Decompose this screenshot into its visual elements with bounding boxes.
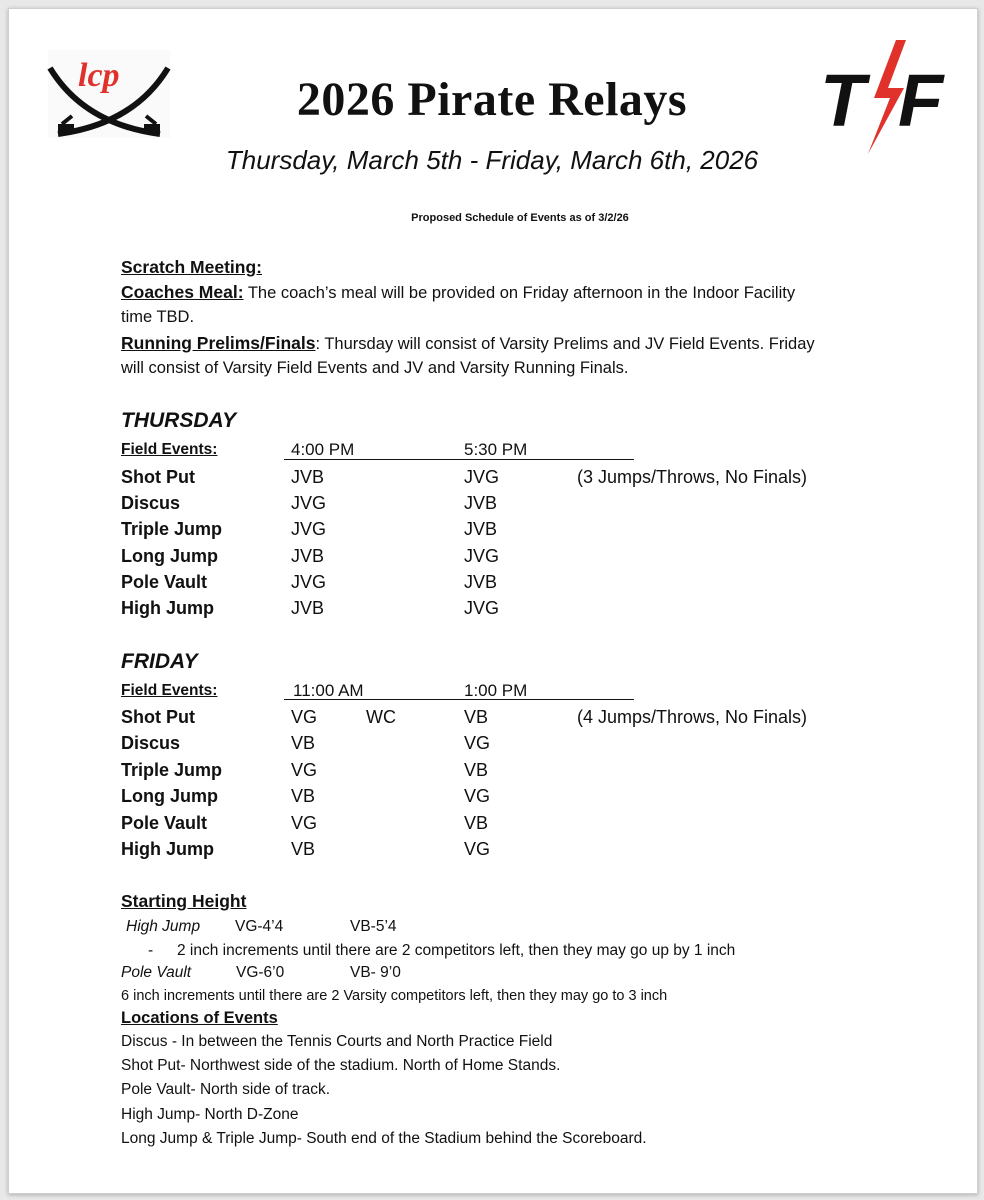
thursday-slot-1: JVB bbox=[291, 598, 325, 618]
running-prelims-text: : Thursday will consist of Varsity Prelims and JV Field Events. Friday bbox=[315, 335, 815, 353]
running-prelims-label: Running Prelims/Finals bbox=[121, 333, 316, 353]
friday-event-name: Triple Jump bbox=[121, 759, 223, 780]
scratch-meeting-label: Scratch Meeting: bbox=[121, 257, 262, 277]
friday-field-events-label: Field Events: bbox=[121, 682, 218, 699]
friday-note: (4 Jumps/Throws, No Finals) bbox=[577, 707, 808, 727]
friday-slot-1: VB bbox=[291, 786, 316, 807]
friday-slot-2: VG bbox=[464, 733, 491, 754]
thursday-slot-1: JVG bbox=[291, 571, 327, 592]
thursday-event-name: Long Jump bbox=[121, 545, 218, 566]
thursday-heading: THURSDAY bbox=[121, 409, 237, 432]
friday-slot-1: VB bbox=[291, 733, 316, 754]
thursday-slot-1: JVB bbox=[291, 467, 325, 487]
tf-logo-f: F bbox=[898, 59, 944, 142]
location-item: Pole Vault- North side of track. bbox=[121, 1081, 331, 1099]
friday-slot-2: VG bbox=[464, 786, 491, 807]
starting-height-label: Starting Height bbox=[121, 891, 247, 911]
location-item: Shot Put- Northwest side of the stadium. North of Home Stands. bbox=[121, 1057, 561, 1075]
friday-header-rule bbox=[284, 699, 634, 700]
sh-high-jump-note: 2 inch increments until there are 2 competitors left, then they may go up by 1 inch bbox=[177, 942, 736, 959]
sh-high-jump-vg: VG-4’4 bbox=[235, 918, 284, 935]
tf-logo-t: T bbox=[820, 59, 866, 142]
friday-slot-1: VG bbox=[291, 812, 318, 833]
thursday-note: (3 Jumps/Throws, No Finals) bbox=[577, 467, 808, 487]
thursday-event-name: Discus bbox=[121, 493, 181, 514]
thursday-slot-1: JVG bbox=[291, 493, 327, 514]
friday-slot-2: VB bbox=[464, 707, 489, 727]
friday-time-1: 11:00 AM bbox=[293, 681, 364, 700]
coaches-meal-text-2: time TBD. bbox=[121, 308, 195, 326]
friday-event-name: High Jump bbox=[121, 839, 214, 859]
event-dates: Thursday, March 5th - Friday, March 6th, 2026 bbox=[225, 145, 759, 175]
sh-high-jump-bullet: - bbox=[148, 942, 154, 959]
friday-event-name: Shot Put bbox=[121, 707, 195, 727]
friday-event-name: Discus bbox=[121, 733, 181, 754]
thursday-field-events-label: Field Events: bbox=[121, 441, 218, 458]
friday-slot-1: VB bbox=[291, 839, 316, 859]
thursday-event-name: High Jump bbox=[121, 598, 214, 618]
coaches-meal-line bbox=[121, 282, 795, 303]
thursday-slot-2: JVB bbox=[464, 493, 498, 514]
friday-slot-2: VB bbox=[464, 759, 489, 780]
friday-time-2: 1:00 PM bbox=[464, 681, 528, 700]
location-item: Long Jump & Triple Jump- South end of the Stadium behind the Scoreboard. bbox=[121, 1129, 647, 1147]
sh-high-jump-vb: VB-5’4 bbox=[350, 918, 397, 935]
thursday-slot-2: JVB bbox=[464, 519, 498, 540]
friday-slot-2: VB bbox=[464, 812, 489, 833]
location-item: High Jump- North D-Zone bbox=[121, 1105, 299, 1123]
friday-slot-1: VG bbox=[291, 707, 318, 727]
friday-slot-1: VG bbox=[291, 759, 318, 780]
thursday-slot-2: JVG bbox=[464, 545, 500, 566]
running-prelims-text-2: will consist of Varsity Field Events and JV and Varsity Running Finals. bbox=[121, 359, 629, 377]
friday-slot-2: VG bbox=[464, 839, 491, 859]
thursday-event-name: Triple Jump bbox=[121, 519, 223, 540]
location-item: Discus - In between the Tennis Courts and North Practice Field bbox=[121, 1033, 553, 1050]
thursday-time-1: 4:00 PM bbox=[291, 440, 355, 459]
page-title: 2026 Pirate Relays bbox=[296, 73, 688, 126]
coaches-meal-label: Coaches Meal: bbox=[121, 282, 244, 302]
thursday-event-name: Pole Vault bbox=[121, 571, 208, 592]
thursday-slot-2: JVG bbox=[464, 467, 500, 487]
running-prelims-line bbox=[121, 333, 815, 354]
sh-pole-vault-label: Pole Vault bbox=[121, 964, 192, 981]
sh-high-jump-label: High Jump bbox=[126, 918, 201, 935]
lcp-logo-text: lcp bbox=[78, 57, 120, 94]
coaches-meal-text: The coach’s meal will be provided on Friday afternoon in the Indoor Facility bbox=[243, 284, 796, 302]
friday-event-name: Long Jump bbox=[121, 786, 218, 807]
friday-heading: FRIDAY bbox=[121, 650, 198, 673]
thursday-slot-1: JVG bbox=[291, 519, 327, 540]
thursday-header-rule bbox=[284, 459, 634, 460]
sh-pole-vault-vb: VB- 9’0 bbox=[350, 964, 401, 981]
sh-pole-vault-note: 6 inch increments until there are 2 Varsity competitors left, then they may go to 3 inch bbox=[121, 988, 668, 1004]
thursday-event-name: Shot Put bbox=[121, 467, 195, 487]
sh-pole-vault-vg: VG-6’0 bbox=[236, 964, 285, 981]
friday-wc: WC bbox=[366, 707, 396, 727]
thursday-slot-1: JVB bbox=[291, 545, 325, 566]
friday-event-name: Pole Vault bbox=[121, 812, 208, 833]
locations-label: Locations of Events bbox=[121, 1009, 278, 1027]
schedule-caption: Proposed Schedule of Events as of 3/2/26 bbox=[411, 212, 629, 224]
thursday-slot-2: JVG bbox=[464, 598, 500, 618]
thursday-slot-2: JVB bbox=[464, 571, 498, 592]
thursday-time-2: 5:30 PM bbox=[464, 440, 528, 459]
